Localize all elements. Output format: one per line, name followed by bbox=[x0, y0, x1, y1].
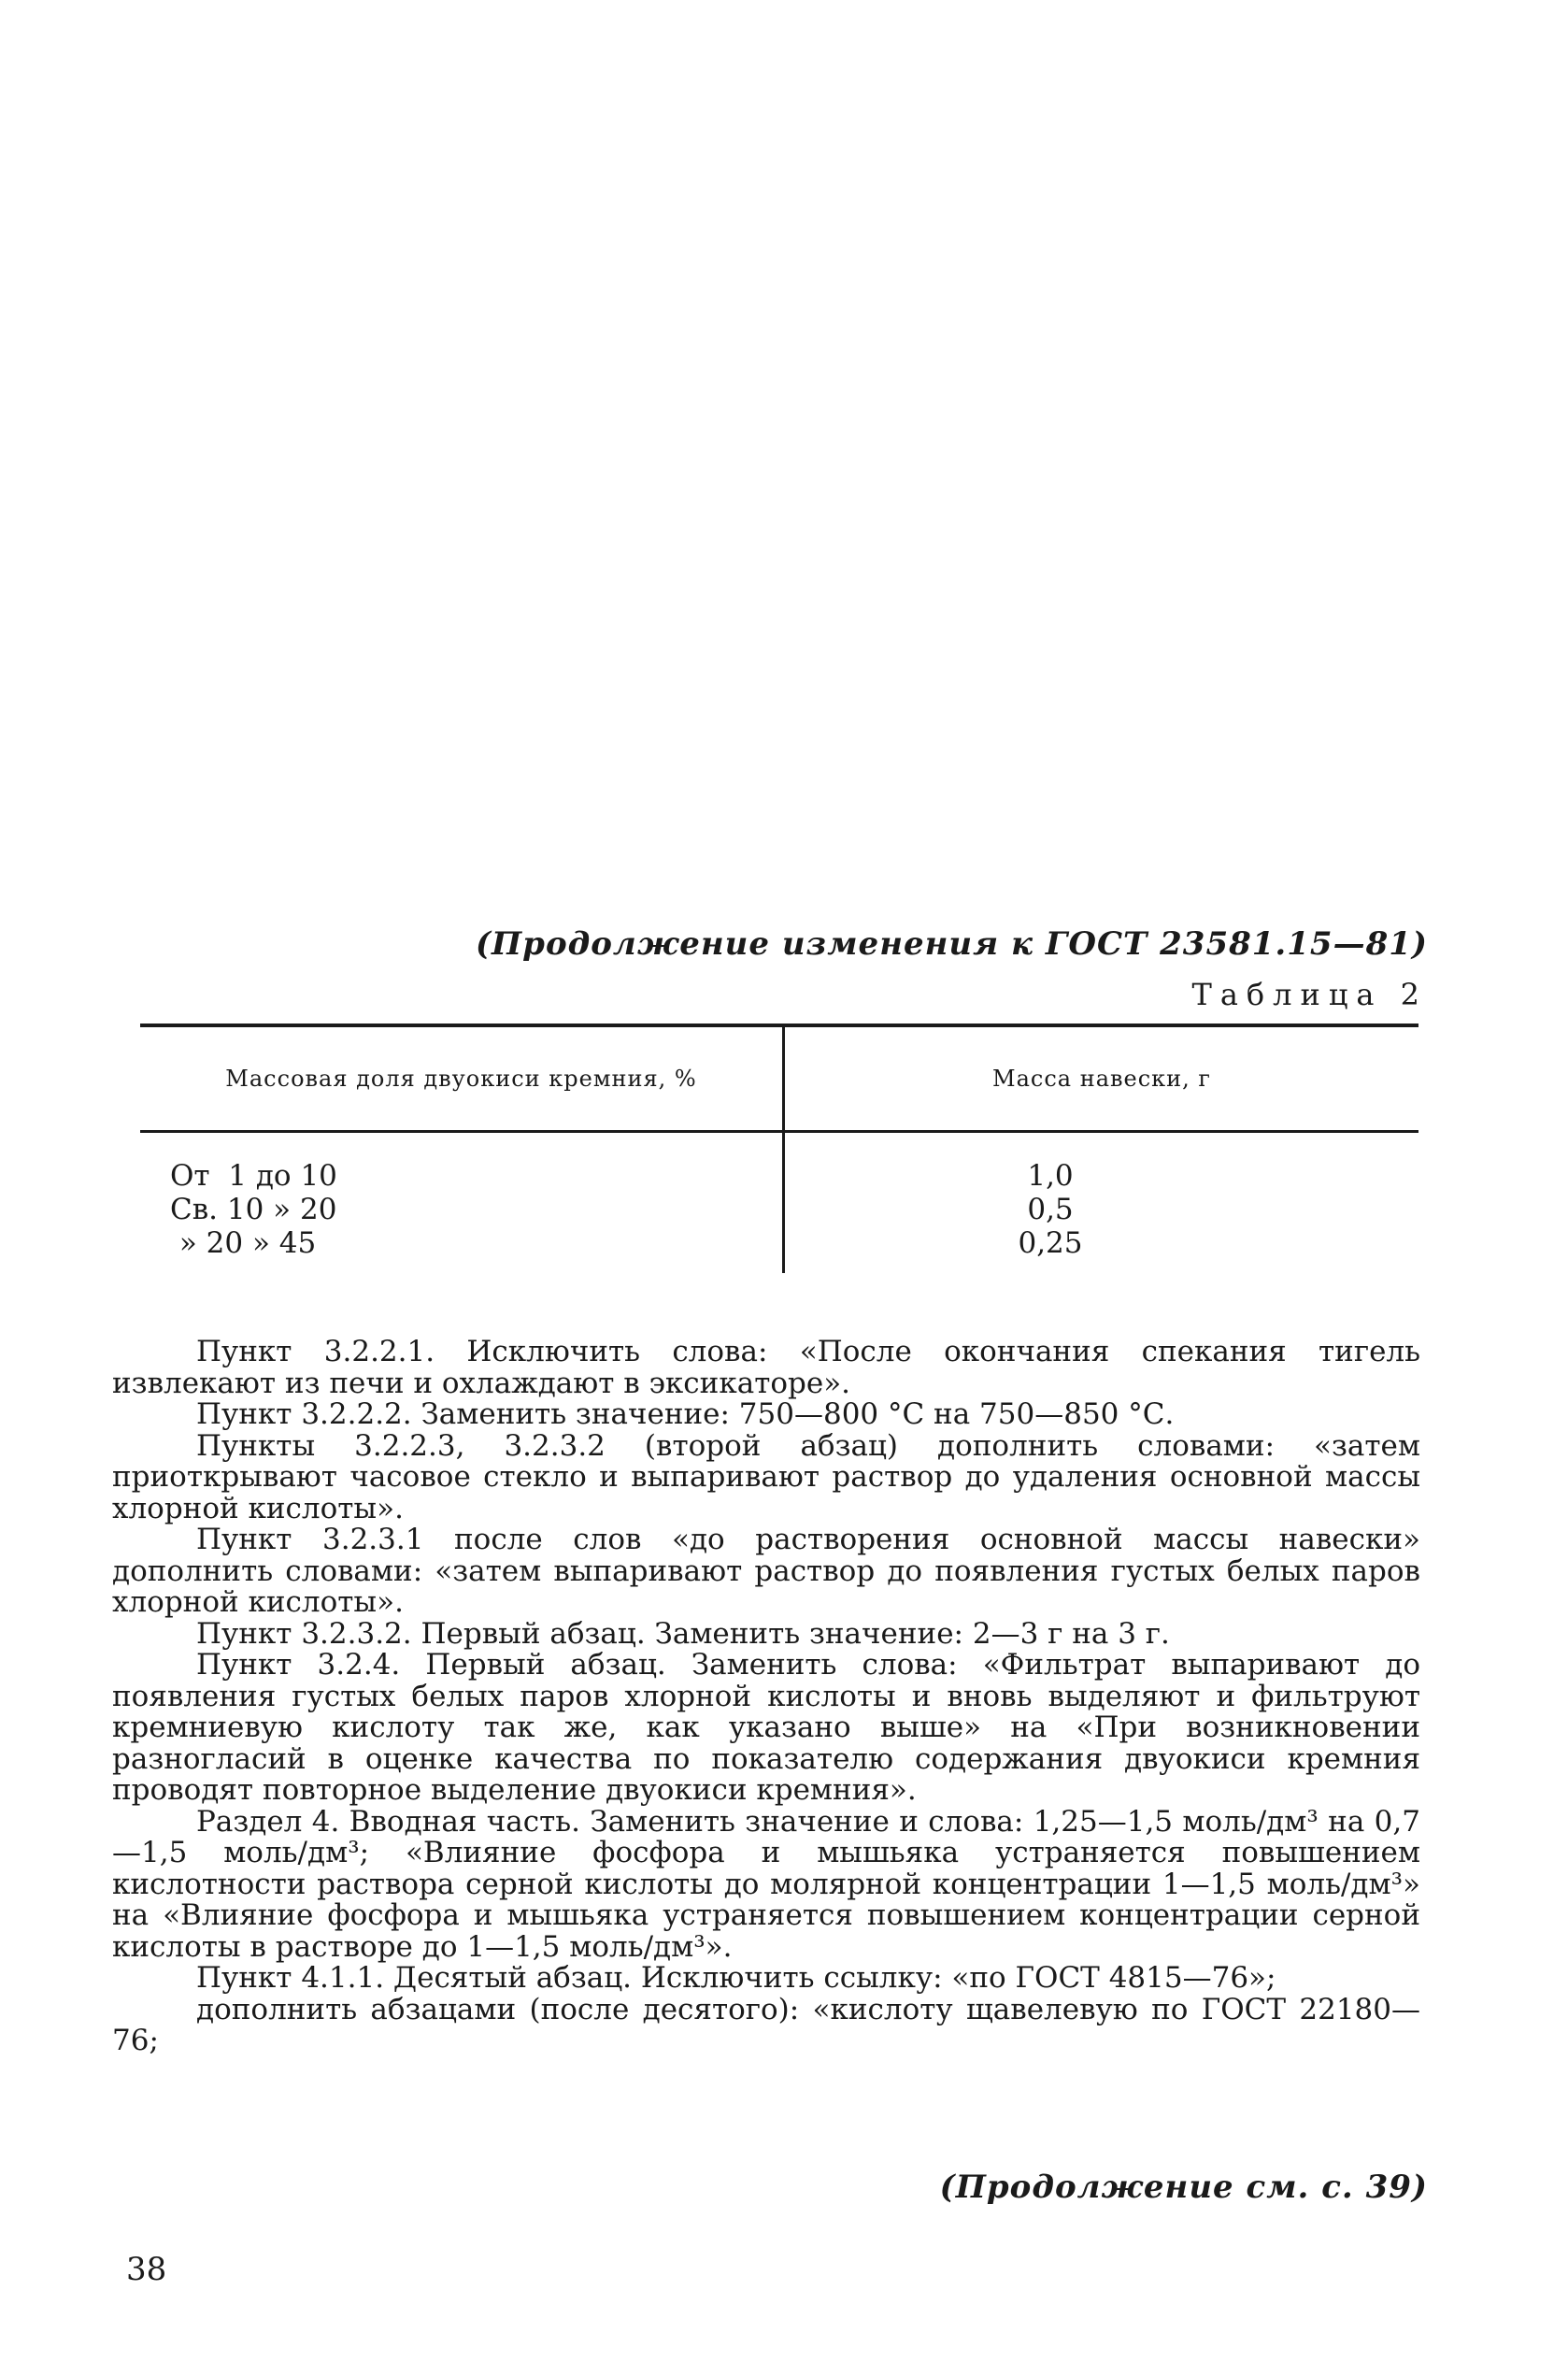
page-number: 38 bbox=[126, 2251, 167, 2288]
column-header-silica-fraction: Массовая доля двуокиси кремния, % bbox=[140, 1027, 785, 1130]
table-label: Таблица 2 bbox=[1191, 977, 1428, 1012]
paragraph: Пункт 3.2.2.2. Заменить значение: 750—800 °С на 750—850 °С. bbox=[196, 1397, 1175, 1431]
column-header-sample-mass: Масса навески, г bbox=[992, 1066, 1211, 1092]
paragraph: Пункты 3.2.2.3, 3.2.3.2 (второй абзац) дополнить словами: «затем приоткрывают часовое стекло и выпаривают раствор до удаления основной массы хлорной кислоты». bbox=[112, 1428, 1420, 1525]
table-body bbox=[140, 1133, 1418, 1273]
paragraph: Пункт 3.2.3.1 после слов «до растворения основной массы навески» дополнить словами: «затем выпаривают раствор до появления густых белых паров хлорной кислоты». bbox=[112, 1523, 1420, 1619]
paragraph: Пункт 3.2.4. Первый абзац. Заменить слова: «Фильтрат выпаривают до появления густых белых паров хлорной кислоты и вновь выделяют и фильтруют кремниевую кислоту так же, как указано выше» на «При возникновении разногласий в оценке качества по показателю содержания двуокиси кремния проводят повторное выделение двуокиси кремния». bbox=[112, 1648, 1420, 1807]
paragraph: Пункт 3.2.2.1. Исключить слова: «После окончания спекания тигель извлекают из печи и охлаждают в эксикаторе». bbox=[112, 1335, 1420, 1400]
mass-column bbox=[785, 1133, 1418, 1273]
table-row-range: » 20 » 45 bbox=[170, 1226, 317, 1260]
paragraph: дополнить абзацами (после десятого): «кислоту щавелевую по ГОСТ 22180—76; bbox=[112, 1992, 1420, 2057]
table-header-row bbox=[140, 1027, 1418, 1130]
table-row-range: От 1 до 10 bbox=[170, 1159, 337, 1193]
continuation-header: (Продолжение изменения к ГОСТ 23581.15—81) bbox=[475, 925, 1428, 963]
table-row-range: Св. 10 » 20 bbox=[170, 1193, 337, 1226]
paragraph: Пункт 3.2.3.2. Первый абзац. Заменить значение: 2—3 г на 3 г. bbox=[196, 1616, 1170, 1651]
paragraph: Раздел 4. Вводная часть. Заменить значение и слова: 1,25—1,5 моль/дм³ на 0,7—1,5 моль/дм³; «Влияние фосфора и мышьяка устраняется повышением кислотности раствора серной кислоты до молярной концентрации 1—1,5 моль/дм³» на «Влияние фосфора и мышьяка устраняется повышением концентрации серной кислоты в растворе до 1—1,5 моль/дм³». bbox=[112, 1804, 1420, 1964]
table-row-mass: 0,5 bbox=[1027, 1193, 1074, 1226]
paragraph: Пункт 4.1.1. Десятый абзац. Исключить ссылку: «по ГОСТ 4815—76»; bbox=[196, 1961, 1276, 1995]
continuation-footer: (Продолжение см. с. 39) bbox=[939, 2169, 1428, 2206]
mass-table bbox=[140, 1024, 1418, 1273]
table-row-mass: 0,25 bbox=[1018, 1226, 1083, 1260]
amendment-text bbox=[112, 1337, 1420, 2057]
range-column bbox=[140, 1133, 785, 1273]
table-row-mass: 1,0 bbox=[1027, 1159, 1074, 1193]
